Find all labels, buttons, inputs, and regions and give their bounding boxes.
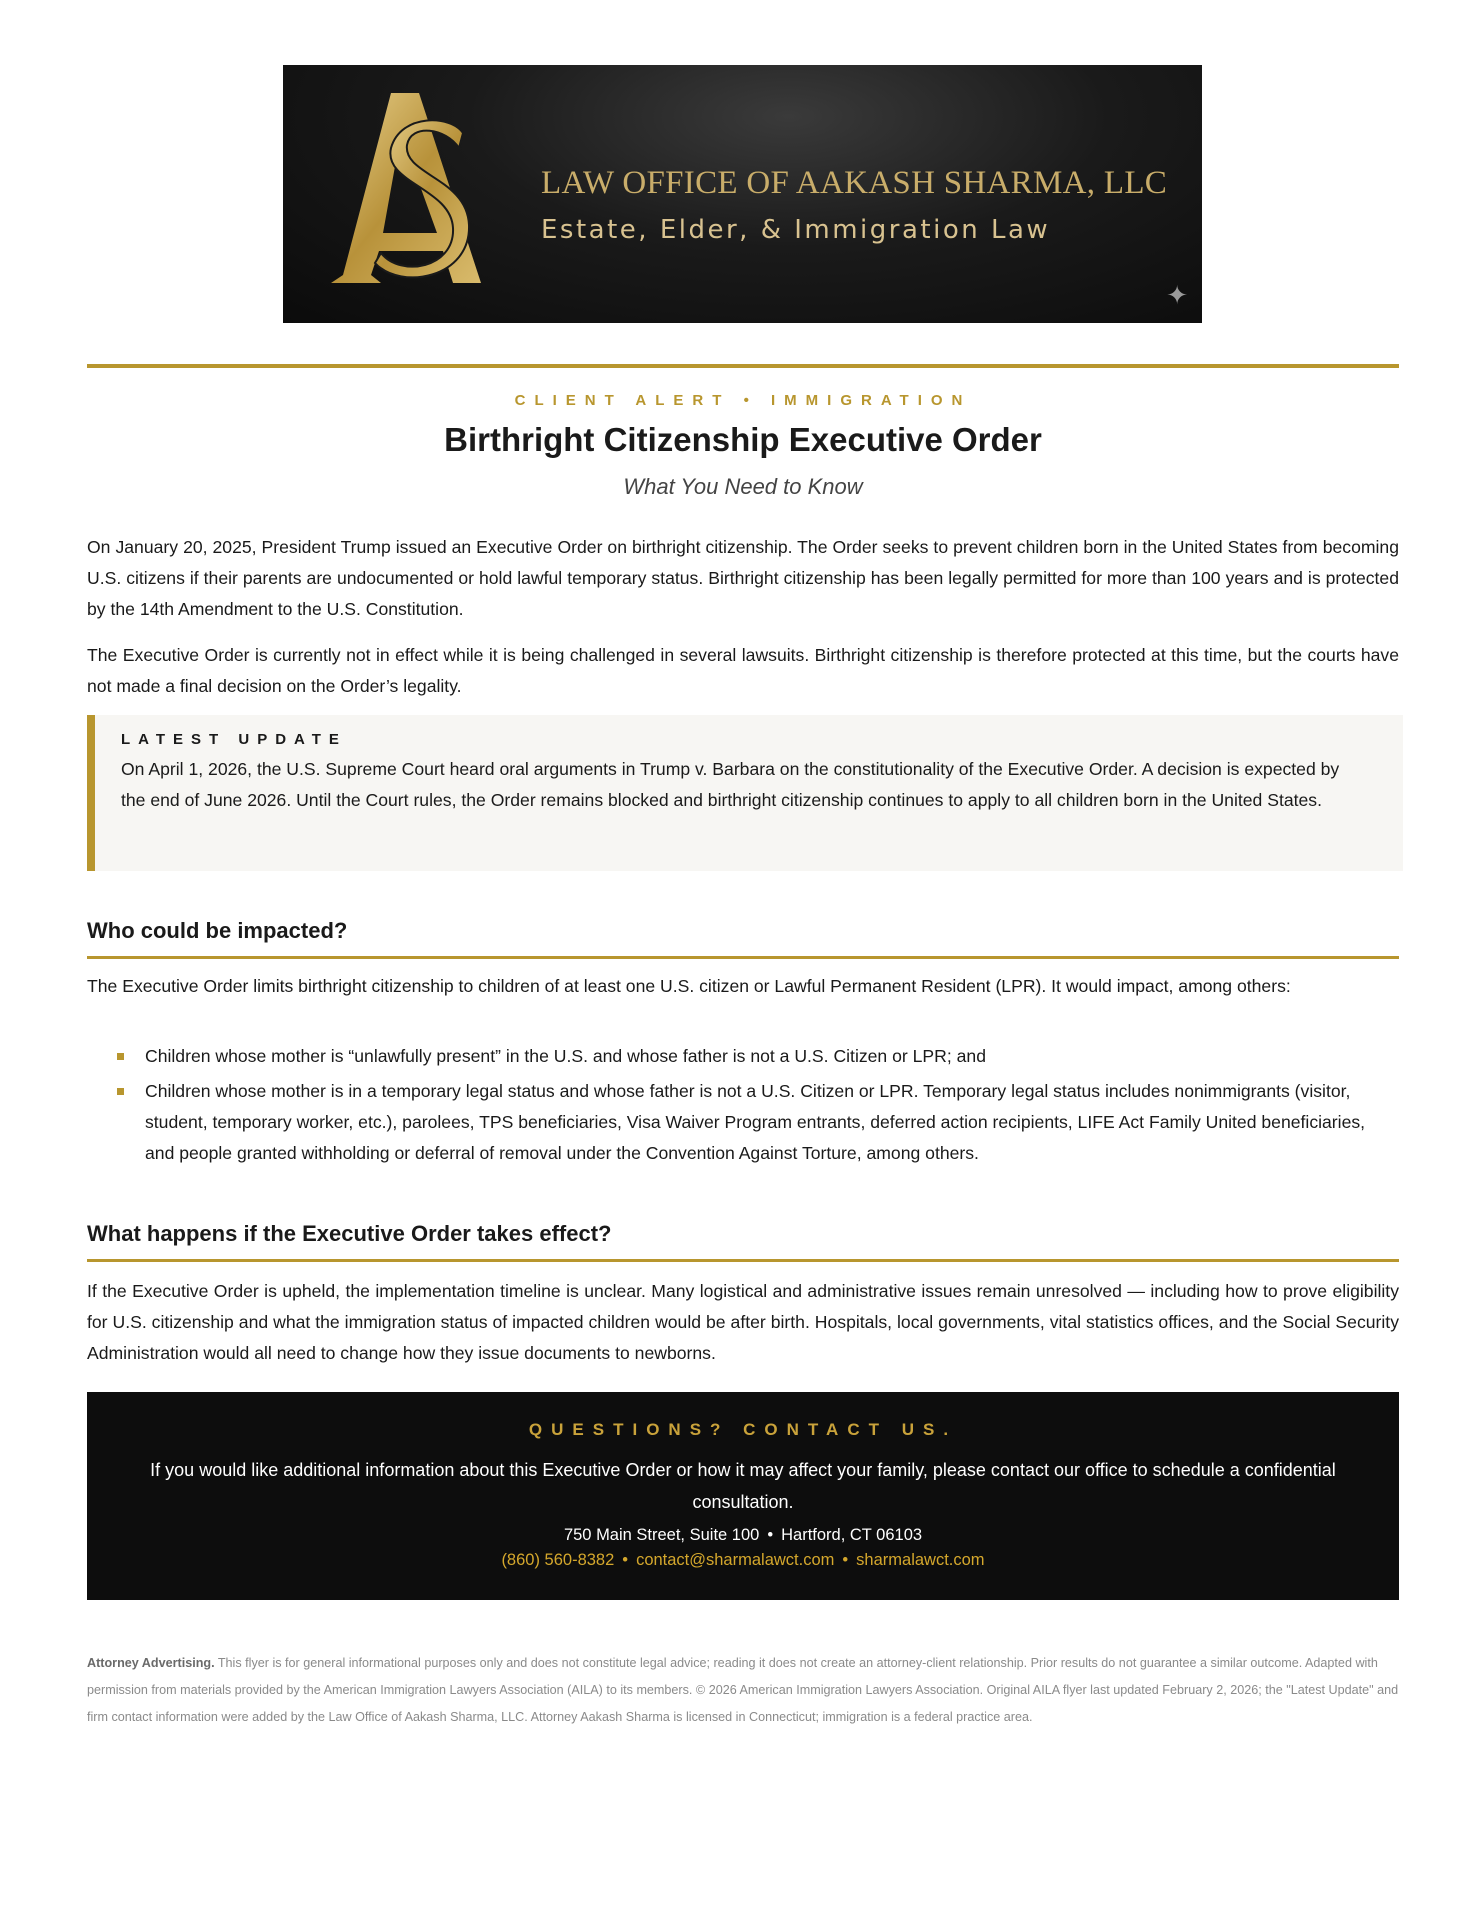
top-divider	[87, 364, 1399, 368]
bullet-icon	[117, 1088, 124, 1095]
bullet-icon	[117, 1053, 124, 1060]
firm-name: LAW OFFICE OF AAKASH SHARMA, LLC	[541, 165, 1168, 201]
firm-logo-banner	[283, 65, 1202, 323]
section-divider	[87, 1259, 1399, 1262]
section-divider	[87, 956, 1399, 959]
kicker-separator: •	[743, 392, 758, 409]
disclaimer-lead: Attorney Advertising.	[87, 1656, 215, 1670]
section-heading-impacted: Who could be impacted?	[87, 918, 348, 943]
list-item-text: Children whose mother is “unlawfully present” in the U.S. and whose father is not a U.S. Citizen or LPR; and	[145, 1046, 986, 1066]
page-subtitle: What You Need to Know	[623, 474, 863, 499]
section-heading-takes-effect: What happens if the Executive Order takes effect?	[87, 1221, 612, 1246]
contact-heading: QUESTIONS? CONTACT US.	[528, 1420, 958, 1439]
disclaimer-text: This flyer is for general informational purposes only and does not constitute legal advice; reading it does not create an attorney-client relationship. Prior results do not guarantee a similar outcome. Adapted with permission from materials provided by the American Immigration Lawyers Association (AILA) to its members. © 2026 American Immigration Lawyers Association. Original AILA flyer last updated February 2, 2026; the "Latest Update" and firm contact information were added by the Law Office of Aakash Sharma, LLC. Attorney Aakash Sharma is licensed in Connecticut; immigration is a federal practice area.	[87, 1656, 1399, 1724]
impacted-paragraph: The Executive Order limits birthright citizenship to children of at least one U.S. citizen or Lawful Permanent Resident (LPR). It would impact, among others:	[87, 976, 1291, 996]
website-link[interactable]: sharmalawct.com	[856, 1551, 985, 1569]
disclaimer	[87, 1650, 1399, 1731]
latest-update-callout	[87, 715, 1403, 871]
firm-tagline: Estate, Elder, & Immigration Law	[541, 215, 1051, 245]
kicker-category: CLIENT ALERT	[514, 392, 731, 409]
impacted-list	[87, 1041, 1395, 1173]
contact-links	[87, 1551, 1399, 1570]
list-item	[145, 1041, 1395, 1072]
kicker	[87, 392, 1399, 409]
intro-paragraph-1: On January 20, 2025, President Trump issued an Executive Order on birthright citizenship. The Order seeks to prevent children born in the United States from becoming U.S. citizens if their parents are undocumented or hold lawful temporary status. Birthright citizenship has been legally permitted for more than 100 years and is protected by the 14th Amendment to the U.S. Constitution.	[87, 537, 1399, 619]
sparkle-icon: ✦	[1166, 280, 1188, 310]
phone-link[interactable]: (860) 560-8382	[501, 1551, 615, 1569]
contact-box	[87, 1392, 1399, 1600]
contact-address	[87, 1526, 1399, 1545]
separator: •	[622, 1551, 629, 1569]
separator: •	[767, 1526, 774, 1544]
kicker-topic: IMMIGRATION	[771, 392, 972, 409]
separator: •	[842, 1551, 849, 1569]
list-item-text: Children whose mother is in a temporary legal status and whose father is not a U.S. Citizen or LPR. Temporary legal status includes nonimmigrants (visitor, student, temporary worker, etc.), parolees, TPS beneficiaries, Visa Waiver Program entrants, deferred action recipients, LIFE Act Family United beneficiaries, and people granted withholding or deferral of removal under the Convention Against Torture, among others.	[145, 1081, 1366, 1163]
as-monogram-logo	[331, 93, 491, 293]
page-title: Birthright Citizenship Executive Order	[444, 421, 1042, 458]
list-item	[145, 1076, 1395, 1169]
intro-paragraph-2: The Executive Order is currently not in effect while it is being challenged in several lawsuits. Birthright citizenship is therefore protected at this time, but the courts have not made a final decision on the Order’s legality.	[87, 645, 1399, 696]
callout-label: LATEST UPDATE	[121, 731, 347, 748]
takes-effect-paragraph: If the Executive Order is upheld, the implementation timeline is unclear. Many logistical and administrative issues remain unresolved — including how to prove eligibility for U.S. citizenship and what the immigration status of impacted children would be after birth. Hospitals, local governments, vital statistics offices, and the Social Security Administration would all need to change how they issue documents to newborns.	[87, 1281, 1399, 1363]
contact-message: If you would like additional information about this Executive Order or how it may affect your family, please contact our office to schedule a confidential consultation.	[150, 1460, 1336, 1512]
callout-text: On April 1, 2026, the U.S. Supreme Court heard oral arguments in Trump v. Barbara on the constitutionality of the Executive Order. A decision is expected by the end of June 2026. Until the Court rules, the Order remains blocked and birthright citizenship continues to apply to all children born in the United States.	[121, 759, 1340, 810]
city-address: Hartford, CT 06103	[781, 1526, 923, 1544]
email-link[interactable]: contact@sharmalawct.com	[636, 1551, 835, 1569]
street-address: 750 Main Street, Suite 100	[563, 1526, 760, 1544]
